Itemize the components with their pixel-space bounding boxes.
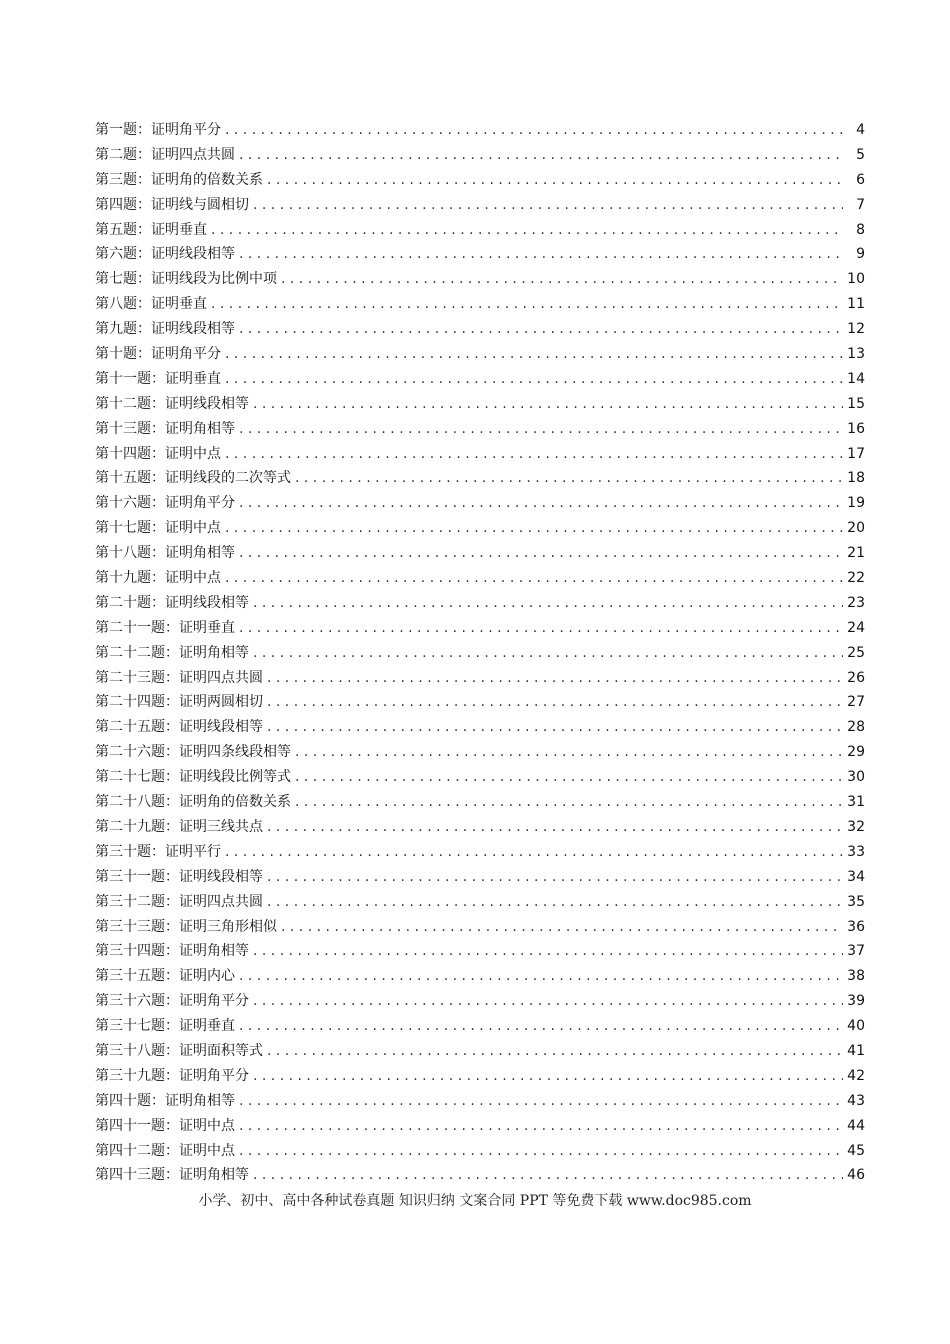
toc-entry-page: 13: [847, 346, 865, 363]
dot-leader: [253, 641, 843, 666]
toc-entry-title: 第九题：证明线段相等: [95, 321, 235, 338]
toc-entry[interactable]: [95, 466, 865, 491]
toc-entry-page: 16: [847, 420, 865, 437]
dot-leader: [225, 840, 843, 865]
toc-entry-title: 第二题：证明四点共圆: [95, 146, 235, 163]
dot-leader: [267, 168, 843, 193]
toc-entry-page: 41: [847, 1042, 865, 1059]
toc-entry-page: 35: [847, 893, 865, 910]
toc-entry-title: 第十一题：证明垂直: [95, 370, 221, 387]
dot-leader: [239, 1014, 843, 1039]
toc-entry-page: 44: [847, 1117, 865, 1134]
toc-entry-page: 15: [847, 395, 865, 412]
toc-entry-title: 第四十二题：证明中点: [95, 1142, 235, 1159]
dot-leader: [239, 317, 843, 342]
toc-entry[interactable]: [95, 715, 865, 740]
toc-entry[interactable]: [95, 1139, 865, 1164]
toc-entry-page: 6: [856, 171, 865, 188]
toc-entry[interactable]: [95, 790, 865, 815]
toc-entry-page: 46: [847, 1167, 865, 1184]
dot-leader: [253, 989, 843, 1014]
toc-entry-title: 第十五题：证明线段的二次等式: [95, 470, 291, 487]
toc-entry[interactable]: [95, 417, 865, 442]
toc-entry-page: 5: [856, 146, 865, 163]
dot-leader: [267, 715, 843, 740]
toc-entry-page: 40: [847, 1018, 865, 1035]
toc-entry[interactable]: [95, 641, 865, 666]
dot-leader: [239, 1114, 843, 1139]
table-of-contents: [95, 118, 865, 1188]
dot-leader: [239, 491, 843, 516]
dot-leader: [267, 1039, 843, 1064]
toc-entry-title: 第二十一题：证明垂直: [95, 619, 235, 636]
toc-entry[interactable]: [95, 815, 865, 840]
toc-entry-page: 39: [847, 993, 865, 1010]
toc-entry[interactable]: [95, 392, 865, 417]
toc-entry[interactable]: [95, 740, 865, 765]
toc-entry-page: 20: [847, 520, 865, 537]
toc-entry[interactable]: [95, 1039, 865, 1064]
toc-entry-title: 第二十题：证明线段相等: [95, 594, 249, 611]
toc-entry[interactable]: [95, 964, 865, 989]
toc-entry[interactable]: [95, 1064, 865, 1089]
toc-entry-page: 32: [847, 818, 865, 835]
toc-entry-page: 24: [847, 619, 865, 636]
toc-entry-page: 4: [856, 122, 865, 138]
toc-entry[interactable]: [95, 765, 865, 790]
toc-entry[interactable]: [95, 242, 865, 267]
dot-leader: [211, 218, 843, 243]
toc-entry[interactable]: [95, 442, 865, 467]
toc-entry-title: 第二十八题：证明角的倍数关系: [95, 794, 291, 811]
toc-entry-title: 第十八题：证明角相等: [95, 545, 235, 562]
toc-entry-page: 23: [847, 594, 865, 611]
dot-leader: [211, 292, 843, 317]
toc-entry[interactable]: [95, 566, 865, 591]
dot-leader: [253, 392, 843, 417]
dot-leader: [267, 890, 843, 915]
toc-entry-page: 28: [847, 719, 865, 736]
dot-leader: [239, 964, 843, 989]
toc-entry[interactable]: [95, 865, 865, 890]
toc-entry[interactable]: [95, 616, 865, 641]
page-footer: 小学、初中、高中各种试卷真题 知识归纳 文案合同 PPT 等免费下载 www.doc985.com: [198, 1193, 752, 1209]
toc-entry-title: 第四十三题：证明角相等: [95, 1167, 249, 1184]
toc-entry-title: 第十四题：证明中点: [95, 445, 221, 462]
toc-entry-title: 第七题：证明线段为比例中项: [95, 271, 277, 288]
toc-entry[interactable]: [95, 168, 865, 193]
toc-entry[interactable]: [95, 143, 865, 168]
toc-entry-page: 14: [847, 370, 865, 387]
toc-entry-title: 第三题：证明角的倍数关系: [95, 171, 263, 188]
toc-entry[interactable]: [95, 541, 865, 566]
toc-entry-page: 11: [847, 296, 865, 313]
toc-entry-title: 第三十六题：证明角平分: [95, 993, 249, 1010]
toc-entry-page: 27: [847, 694, 865, 711]
toc-entry-title: 第三十七题：证明垂直: [95, 1018, 235, 1035]
toc-entry-page: 37: [847, 943, 865, 960]
toc-entry-title: 第二十五题：证明线段相等: [95, 719, 263, 736]
dot-leader: [253, 591, 843, 616]
dot-leader: [267, 815, 843, 840]
toc-entry[interactable]: [95, 1014, 865, 1039]
toc-entry-page: 10: [847, 271, 865, 288]
toc-entry-page: 33: [847, 843, 865, 860]
toc-entry-title: 第三十九题：证明角平分: [95, 1067, 249, 1084]
toc-entry-title: 第二十二题：证明角相等: [95, 644, 249, 661]
dot-leader: [225, 118, 843, 143]
toc-entry[interactable]: [95, 666, 865, 691]
toc-entry-page: 42: [847, 1067, 865, 1084]
toc-entry-title: 第三十五题：证明内心: [95, 968, 235, 985]
toc-entry-title: 第三十四题：证明角相等: [95, 943, 249, 960]
toc-entry[interactable]: [95, 317, 865, 342]
toc-entry[interactable]: [95, 915, 865, 940]
toc-entry-title: 第十七题：证明中点: [95, 520, 221, 537]
toc-entry-page: 25: [847, 644, 865, 661]
toc-entry-title: 第三十八题：证明面积等式: [95, 1042, 263, 1059]
dot-leader: [225, 342, 843, 367]
toc-entry[interactable]: [95, 118, 865, 143]
toc-entry-page: 12: [847, 321, 865, 338]
dot-leader: [239, 1089, 843, 1114]
dot-leader: [239, 417, 843, 442]
dot-leader: [295, 790, 843, 815]
toc-entry-page: 19: [847, 495, 865, 512]
dot-leader: [253, 939, 843, 964]
toc-entry-title: 第四十一题：证明中点: [95, 1117, 235, 1134]
toc-entry[interactable]: [95, 1163, 865, 1188]
toc-entry[interactable]: [95, 939, 865, 964]
toc-entry[interactable]: [95, 218, 865, 243]
dot-leader: [253, 1163, 843, 1188]
dot-leader: [225, 566, 843, 591]
toc-entry-title: 第四十题：证明角相等: [95, 1092, 235, 1109]
toc-entry-page: 45: [847, 1142, 865, 1159]
dot-leader: [225, 442, 843, 467]
dot-leader: [295, 466, 843, 491]
toc-entry[interactable]: [95, 690, 865, 715]
toc-entry-title: 第八题：证明垂直: [95, 296, 207, 313]
toc-entry-page: 9: [856, 246, 865, 263]
toc-entry[interactable]: [95, 267, 865, 292]
toc-entry-title: 第二十四题：证明两圆相切: [95, 694, 263, 711]
toc-entry-title: 第三十题：证明平行: [95, 843, 221, 860]
dot-leader: [253, 1064, 843, 1089]
toc-entry-page: 26: [847, 669, 865, 686]
toc-entry-page: 22: [847, 570, 865, 587]
toc-entry-title: 第三十二题：证明四点共圆: [95, 893, 263, 910]
toc-entry-title: 第一题：证明角平分: [95, 122, 221, 138]
toc-entry-title: 第十三题：证明角相等: [95, 420, 235, 437]
toc-entry[interactable]: [95, 342, 865, 367]
dot-leader: [225, 516, 843, 541]
toc-entry[interactable]: [95, 890, 865, 915]
toc-entry-title: 第十六题：证明角平分: [95, 495, 235, 512]
dot-leader: [239, 242, 843, 267]
dot-leader: [281, 267, 843, 292]
toc-entry-page: 43: [847, 1092, 865, 1109]
toc-entry[interactable]: [95, 292, 865, 317]
toc-entry-title: 第十题：证明角平分: [95, 346, 221, 363]
toc-entry-title: 第二十三题：证明四点共圆: [95, 669, 263, 686]
dot-leader: [267, 690, 843, 715]
dot-leader: [239, 541, 843, 566]
toc-entry-title: 第三十三题：证明三角形相似: [95, 918, 277, 935]
toc-entry-page: 7: [856, 196, 865, 213]
toc-entry[interactable]: [95, 491, 865, 516]
toc-entry[interactable]: [95, 1114, 865, 1139]
toc-entry-page: 18: [847, 470, 865, 487]
toc-entry-page: 21: [847, 545, 865, 562]
toc-entry-page: 36: [847, 918, 865, 935]
toc-entry[interactable]: [95, 989, 865, 1014]
dot-leader: [225, 367, 843, 392]
toc-entry-title: 第二十七题：证明线段比例等式: [95, 769, 291, 786]
dot-leader: [239, 616, 843, 641]
toc-entry-page: 31: [847, 794, 865, 811]
toc-entry-title: 第十九题：证明中点: [95, 570, 221, 587]
toc-entry[interactable]: [95, 367, 865, 392]
toc-entry-title: 第六题：证明线段相等: [95, 246, 235, 263]
toc-entry-page: 34: [847, 868, 865, 885]
dot-leader: [239, 1139, 843, 1164]
toc-entry-page: 29: [847, 744, 865, 761]
toc-entry-title: 第二十九题：证明三线共点: [95, 818, 263, 835]
dot-leader: [253, 193, 843, 218]
toc-entry[interactable]: [95, 840, 865, 865]
toc-entry[interactable]: [95, 1089, 865, 1114]
dot-leader: [295, 740, 843, 765]
toc-entry[interactable]: [95, 516, 865, 541]
toc-entry-page: 30: [847, 769, 865, 786]
dot-leader: [267, 865, 843, 890]
toc-entry[interactable]: [95, 591, 865, 616]
dot-leader: [295, 765, 843, 790]
toc-entry-page: 17: [847, 445, 865, 462]
toc-entry-title: 第十二题：证明线段相等: [95, 395, 249, 412]
toc-entry-page: 38: [847, 968, 865, 985]
toc-entry-title: 第二十六题：证明四条线段相等: [95, 744, 291, 761]
dot-leader: [239, 143, 843, 168]
toc-entry-title: 第三十一题：证明线段相等: [95, 868, 263, 885]
dot-leader: [281, 915, 843, 940]
toc-entry-title: 第五题：证明垂直: [95, 221, 207, 238]
dot-leader: [267, 666, 843, 691]
toc-entry-page: 8: [856, 221, 865, 238]
toc-entry-title: 第四题：证明线与圆相切: [95, 196, 249, 213]
toc-entry[interactable]: [95, 193, 865, 218]
